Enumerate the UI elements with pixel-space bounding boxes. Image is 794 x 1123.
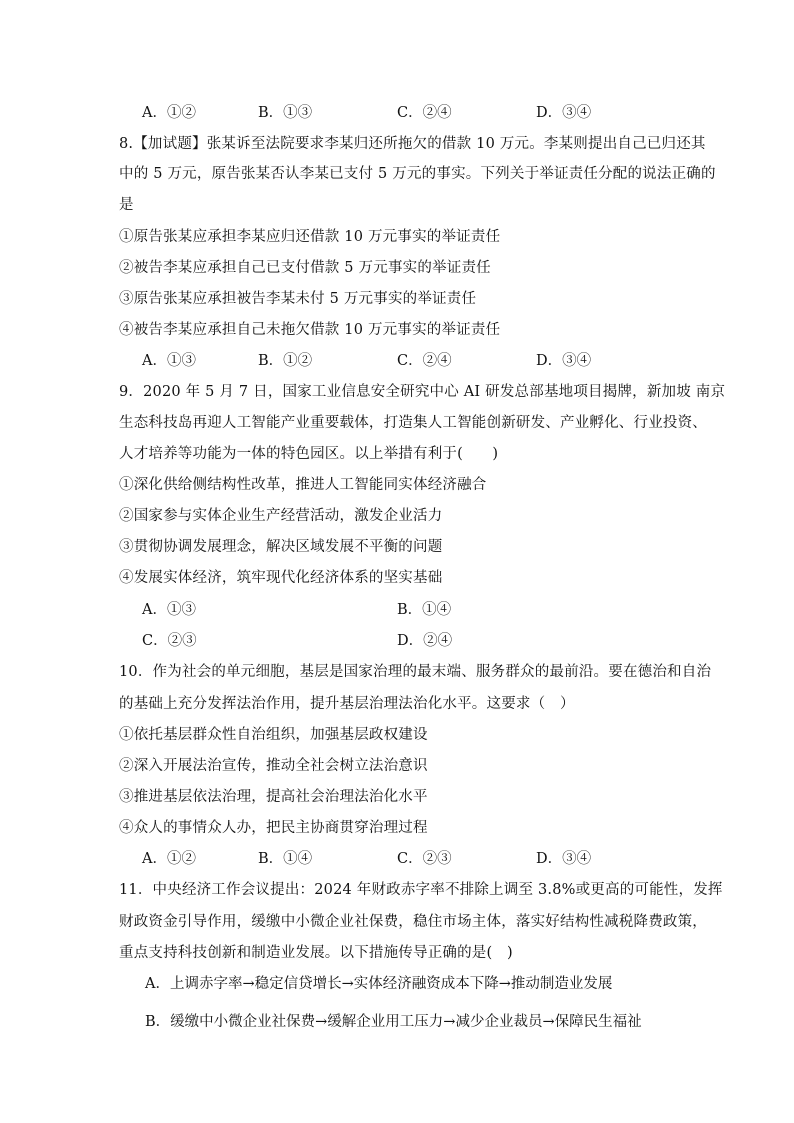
q9-option-a: A．①③: [142, 602, 196, 618]
q7-option-b: B．①③: [258, 105, 313, 121]
q8-option-a: A．①③: [142, 353, 196, 369]
q9-option-d: D．②④: [397, 633, 453, 649]
q9-stem-line-3: 人才培养等功能为一体的特色园区。以上举措有利于( ): [119, 446, 499, 462]
q10-item-3: ③推进基层依法治理，提高社会治理法治化水平: [119, 789, 428, 805]
q9-stem-line-2: 生态科技岛再迎人工智能产业重要载体，打造集人工智能创新研发、产业孵化、行业投资、: [119, 415, 707, 431]
q8-option-b: B．①②: [258, 353, 313, 369]
q10-option-c: C．②③: [397, 851, 452, 867]
q8-item-4: ④被告李某应承担自己未拖欠借款 10 万元事实的举证责任: [119, 322, 501, 338]
q11-stem-line-1: 11．中央经济工作会议提出：2024 年财政赤字率不排除上调至 3.8%或更高的可能性，发挥: [119, 882, 723, 898]
q9-stem-line-1: 9．2020 年 5 月 7 日，国家工业信息安全研究中心 AI 研发总部基地项目揭牌，新加坡 南京: [119, 384, 726, 400]
q10-item-4: ④众人的事情众人办，把民主协商贯穿治理过程: [119, 820, 428, 836]
q11-option-b: B．缓缴中小微企业社保费→缓解企业用工压力→减少企业裁员→保障民生福祉: [145, 1014, 642, 1030]
q9-option-b: B．①④: [397, 602, 452, 618]
q9-item-3: ③贯彻协调发展理念，解决区域发展不平衡的问题: [119, 539, 443, 555]
q7-option-d: D．③④: [536, 105, 592, 121]
q10-option-b: B．①④: [258, 851, 313, 867]
q10-option-d: D．③④: [536, 851, 592, 867]
q7-option-a: A．①②: [142, 105, 196, 121]
q8-stem-line-3: 是: [119, 197, 134, 213]
q10-stem-line-2: 的基础上充分发挥法治作用，提升基层治理法治化水平。这要求（ ）: [119, 696, 575, 712]
q8-item-2: ②被告李某应承担自己已支付借款 5 万元事实的举证责任: [119, 260, 491, 276]
q11-stem-line-3: 重点支持科技创新和制造业发展。以下措施传导正确的是( ): [119, 945, 513, 961]
q10-item-1: ①依托基层群众性自治组织，加强基层政权建设: [119, 727, 428, 743]
q10-item-2: ②深入开展法治宣传，推动全社会树立法治意识: [119, 758, 428, 774]
q9-item-4: ④发展实体经济，筑牢现代化经济体系的坚实基础: [119, 570, 443, 586]
q9-item-1: ①深化供给侧结构性改革，推进人工智能同实体经济融合: [119, 477, 487, 493]
q8-option-d: D．③④: [536, 353, 592, 369]
q8-stem-line-1: 8.【加试题】张某诉至法院要求李某归还所拖欠的借款 10 万元。李某则提出自己已归还其: [119, 136, 706, 152]
q11-stem-line-2: 财政资金引导作用，缓缴中小微企业社保费，稳住市场主体，落实好结构性减税降费政策，: [119, 914, 707, 930]
q7-option-c: C．②④: [397, 105, 452, 121]
q11-option-a: A．上调赤字率→稳定信贷增长→实体经济融资成本下降→推动制造业发展: [145, 976, 613, 992]
q9-item-2: ②国家参与实体企业生产经营活动，激发企业活力: [119, 508, 443, 524]
q8-item-3: ③原告张某应承担被告李某未付 5 万元事实的举证责任: [119, 291, 477, 307]
q8-option-c: C．②④: [397, 353, 452, 369]
q8-stem-line-2: 中的 5 万元，原告张某否认李某已支付 5 万元的事实。下列关于举证责任分配的说法正确的: [119, 166, 716, 182]
q8-item-1: ①原告张某应承担李某应归还借款 10 万元事实的举证责任: [119, 229, 501, 245]
q10-stem-line-1: 10．作为社会的单元细胞，基层是国家治理的最末端、服务群众的最前沿。要在德治和自治: [119, 664, 712, 680]
q9-option-c: C．②③: [142, 633, 197, 649]
q10-option-a: A．①②: [142, 851, 196, 867]
